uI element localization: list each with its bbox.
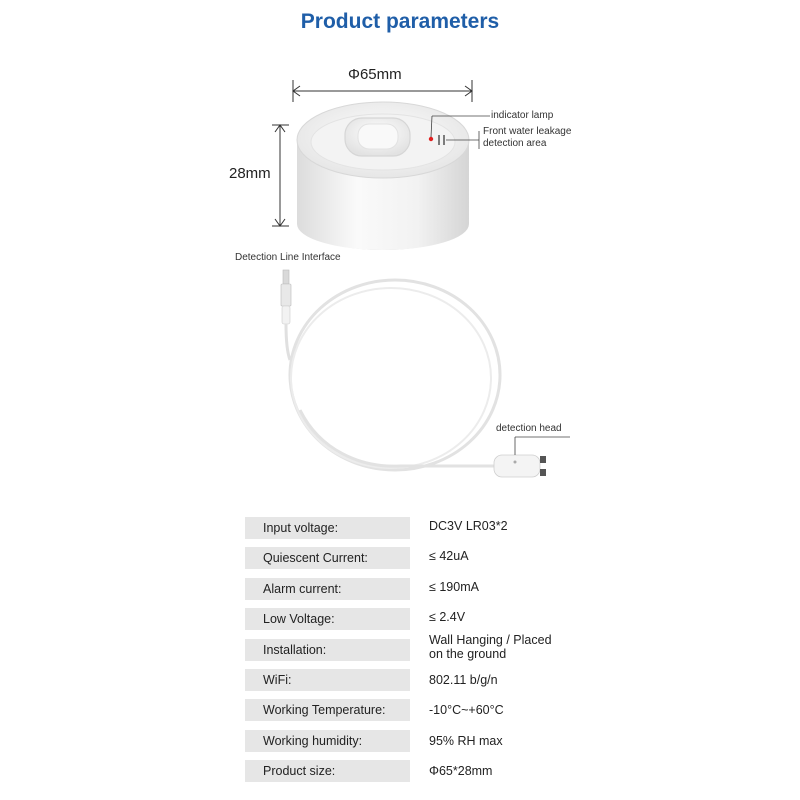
detection-head-label: detection head	[496, 423, 562, 434]
spec-label: Working Temperature:	[245, 699, 410, 721]
spec-value: ≤ 42uA	[429, 549, 469, 564]
page-title: Product parameters	[300, 10, 500, 33]
spec-value: Φ65*28mm	[429, 764, 493, 779]
spec-value: Wall Hanging / Placed on the ground	[429, 632, 552, 661]
detection-area-label: Front water leakage detection area	[483, 126, 572, 149]
spec-value: ≤ 2.4V	[429, 610, 466, 625]
line-interface-label: Detection Line Interface	[235, 252, 341, 263]
height-dimension	[272, 125, 289, 226]
spec-label: Input voltage:	[245, 517, 410, 539]
indicator-lamp-label: indicator lamp	[491, 110, 554, 121]
spec-row	[245, 757, 575, 787]
spec-value: 802.11 b/g/n	[429, 672, 498, 687]
spec-label: Product size:	[245, 760, 410, 782]
spec-value: ≤ 190mA	[429, 579, 479, 594]
spec-label: Working humidity:	[245, 730, 410, 752]
indicator-lamp-dot	[429, 137, 433, 141]
spec-label: Quiescent Current:	[245, 547, 410, 569]
spec-row	[245, 575, 575, 605]
detection-head	[494, 455, 540, 477]
spec-value: DC3V LR03*2	[429, 519, 508, 533]
detection-cable	[281, 270, 570, 477]
spec-value: 95% RH max	[429, 733, 503, 748]
spec-row	[245, 514, 575, 544]
spec-row	[245, 544, 575, 574]
spec-label: Low Voltage:	[245, 608, 410, 630]
spec-label: Alarm current:	[245, 578, 410, 600]
spec-row	[245, 727, 575, 757]
spec-label: WiFi:	[245, 669, 410, 691]
diameter-label: Φ65mm	[348, 66, 402, 83]
spec-row	[245, 666, 575, 696]
spec-row	[245, 632, 575, 666]
height-label: 28mm	[229, 165, 271, 182]
spec-row	[245, 696, 575, 726]
spec-row	[245, 605, 575, 635]
sensor-device	[297, 102, 469, 250]
diameter-dimension	[293, 80, 472, 102]
spec-value: -10°C~+60°C	[429, 703, 504, 718]
spec-label: Installation:	[245, 639, 410, 661]
spec-table	[245, 514, 575, 788]
